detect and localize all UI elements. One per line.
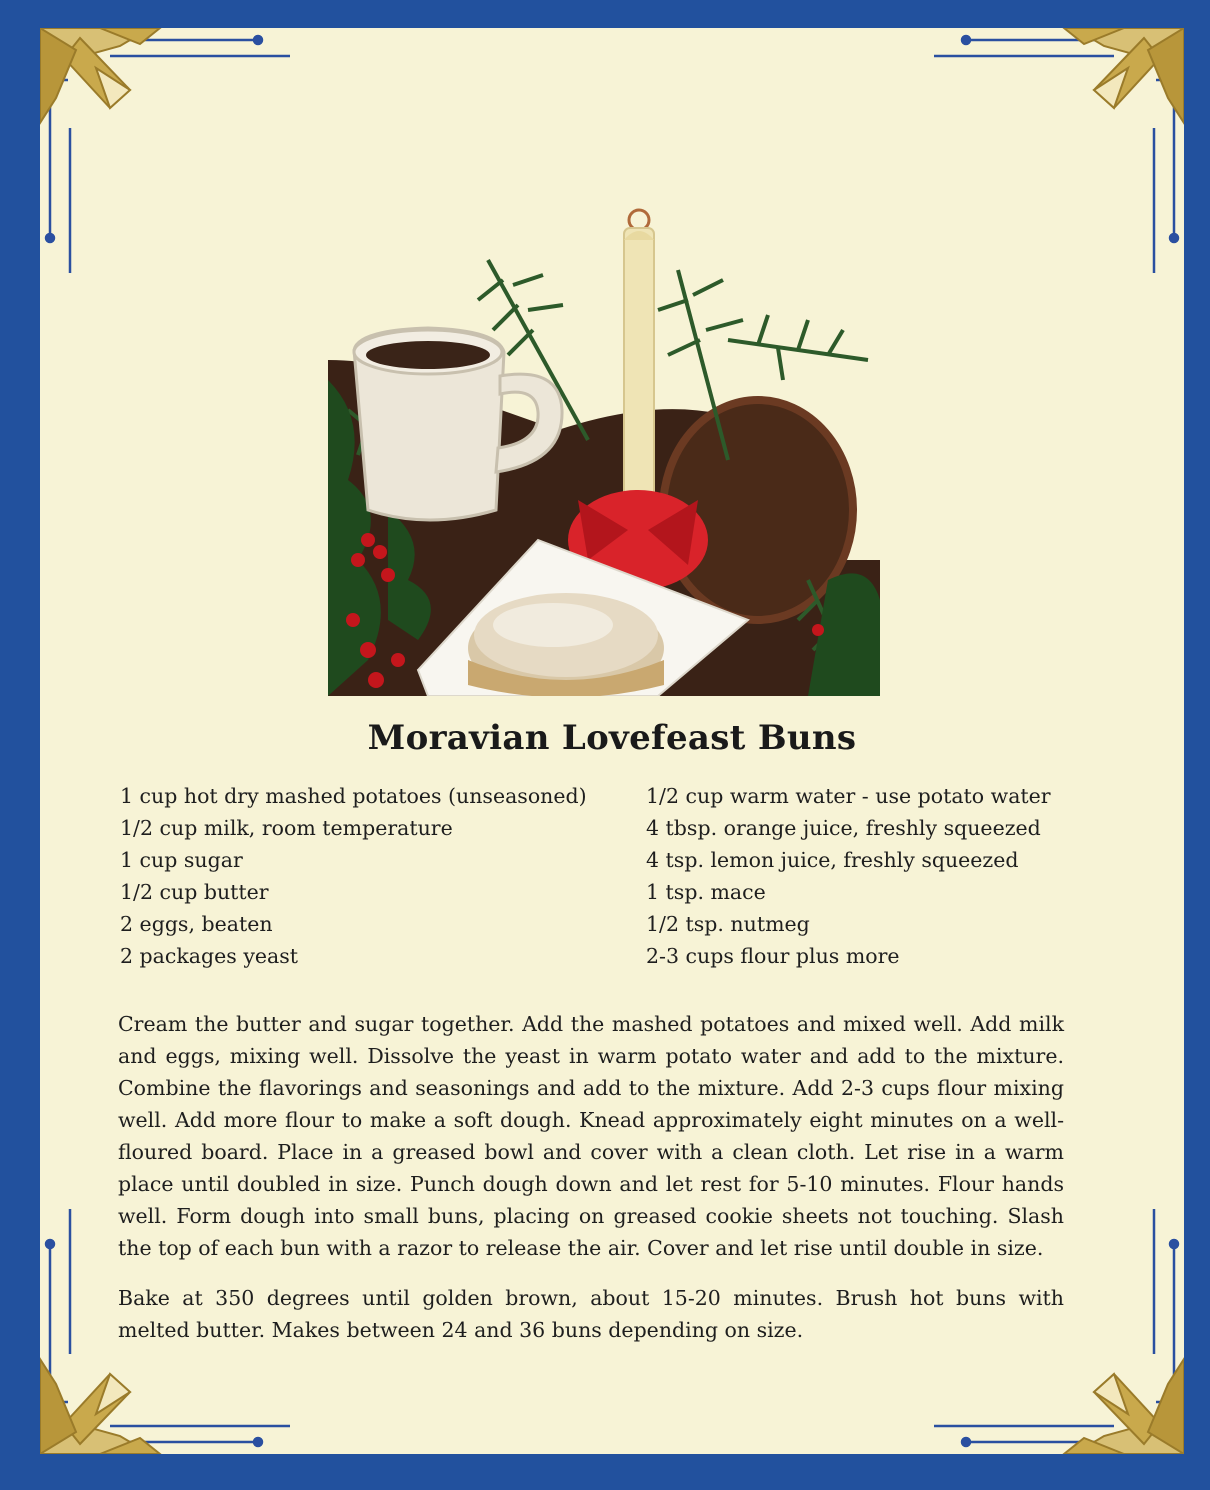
ingredients-list-right (646, 780, 1051, 972)
ingredient-item: 2 eggs, beaten (120, 912, 273, 936)
directions-paragraph: Cream the butter and sugar together. Add the mashed potatoes and mixed well. Add milk and eggs, mixing well. Dissolve the yeast in warm potato water and add to the mixture. Combine the flavorings and seasonings and add to the mixture. Add 2-3 cups flour mixing well. Add more flour to make a soft dough. Knead approximately eight minutes on a well-floured board. Place in a greased bowl and cover with a clean cloth. Let rise in a warm place until doubled in size. Punch dough down and let rest for 5-10 minutes. Flour hands well. Form dough into small buns, placing on greased cookie sheets not touching. Slash the top of each bun with a razor to release the air. Cover and let rise until double in size. (118, 1012, 1064, 1260)
baking-paragraph: Bake at 350 degrees until golden brown, about 15-20 minutes. Brush hot buns with melted butter. Makes between 24 and 36 buns depending on size. (118, 1286, 1064, 1342)
ingredient-item: 1/2 cup milk, room temperature (120, 816, 453, 840)
ingredient-item: 4 tbsp. orange juice, freshly squeezed (646, 816, 1041, 840)
ingredients-list-left (120, 780, 587, 972)
candle-icon (624, 210, 654, 498)
corner-ornament-top-left (40, 28, 320, 308)
corner-ornament-top-right (904, 28, 1184, 308)
ingredient-item: 1/2 cup warm water - use potato water (646, 784, 1051, 808)
ingredient-item: 1 cup sugar (120, 848, 243, 872)
ingredient-item: 1 tsp. mace (646, 880, 766, 904)
recipe-photo (328, 180, 880, 696)
recipe-card (40, 28, 1184, 1454)
ingredient-item: 2-3 cups flour plus more (646, 944, 900, 968)
ingredient-item: 1/2 cup butter (120, 880, 269, 904)
ingredient-item: 1 cup hot dry mashed potatoes (unseasoned) (120, 784, 587, 808)
bun-icon (468, 593, 664, 696)
ingredient-item: 4 tsp. lemon juice, freshly squeezed (646, 848, 1019, 872)
ingredient-item: 2 packages yeast (120, 944, 299, 968)
ingredient-item: 1/2 tsp. nutmeg (646, 912, 810, 936)
recipe-title: Moravian Lovefeast Buns (367, 718, 857, 758)
